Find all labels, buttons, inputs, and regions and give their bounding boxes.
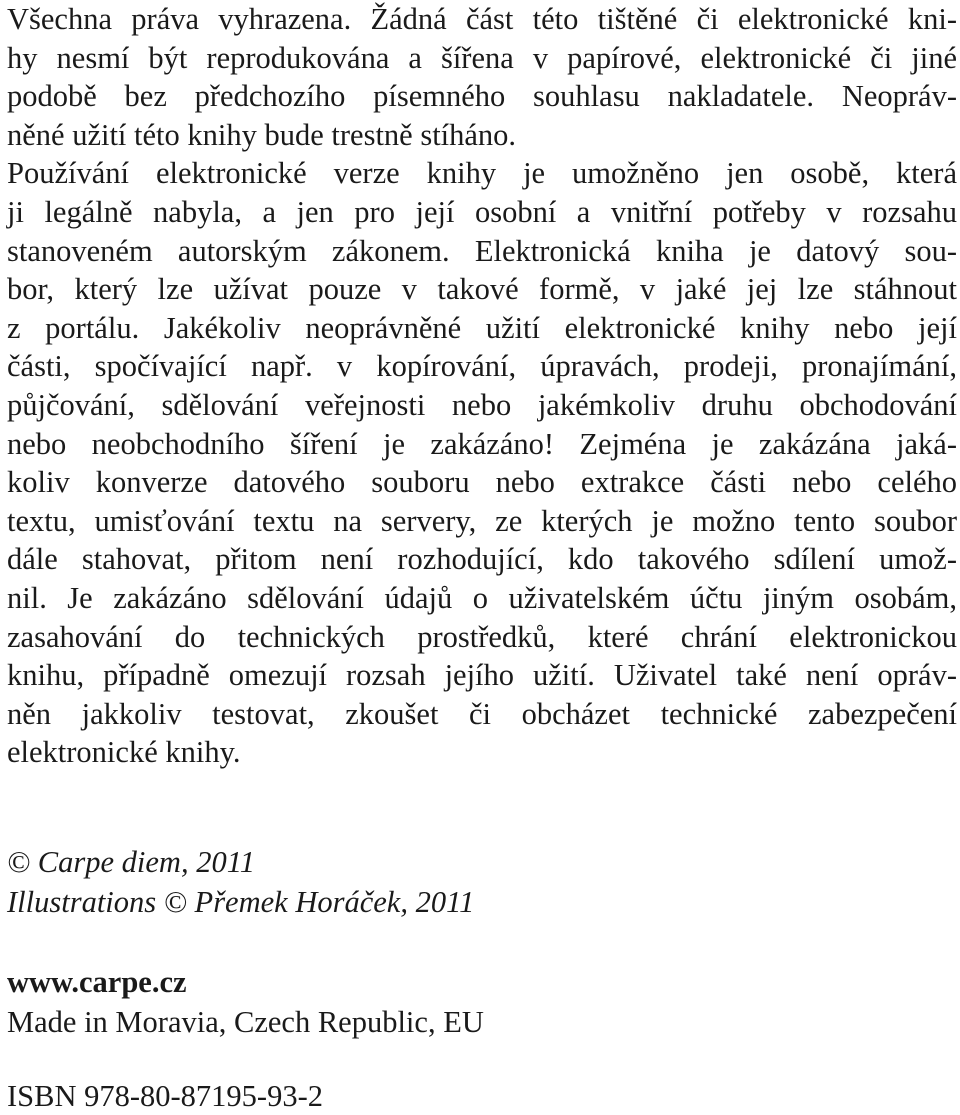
legal-line: Všechna práva vyhrazena. Žádná část této tištěné či elektronické kni- [7,2,957,36]
legal-line: textu, umisťování textu na servery, ze kterých je možno tento soubor [7,503,957,538]
copyright-block [7,842,957,922]
legal-line: části, spočívající např. v kopírování, úpravách, prodeji, pronajímání, [7,349,957,384]
legal-line: půjčování, sdělování veřejnosti nebo jakémkoliv druhu obchodování [7,387,957,422]
legal-line: podobě bez předchozího písemného souhlasu nakladatele. Neopráv- [7,79,957,114]
legal-line: něn jakkoliv testovat, zkoušet či obcházet technické zabezpečení [7,696,957,731]
legal-notice [7,0,957,772]
legal-line: knihu, případně omezují rozsah jejího užití. Uživatel také není opráv- [7,658,957,693]
legal-line: koliv konverze datového souboru nebo extrakce části nebo celého [7,465,957,500]
legal-line: hy nesmí být reprodukována a šířena v papírové, elektronické či jiné [7,40,957,75]
publisher-copyright: © Carpe diem, 2011 [7,845,255,879]
legal-line: něné užití této knihy bude trestně stíháno. [7,117,517,152]
illustrations-copyright: Illustrations © Přemek Horáček, 2011 [7,885,475,919]
made-in-line: Made in Moravia, Czech Republic, EU [7,1005,484,1039]
legal-line: ji legálně nabyla, a jen pro její osobní a vnitřní potřeby v rozsahu [7,194,957,229]
legal-line: bor, který lze užívat pouze v takové formě, v jaké jej lze stáhnout [7,272,957,307]
legal-line: stanoveném autorským zákonem. Elektronická kniha je datový sou- [7,233,957,268]
legal-line: zasahování do technických prostředků, které chrání elektronickou [7,619,957,654]
legal-line: nebo neobchodního šíření je zakázáno! Zejména je zakázána jaká- [7,426,957,461]
legal-line: z portálu. Jakékoliv neoprávněné užití elektronické knihy nebo její [7,310,957,345]
publisher-website-link[interactable]: www.carpe.cz [7,965,187,999]
publisher-info [7,962,957,1042]
legal-line: elektronické knihy. [7,735,241,770]
isbn: ISBN 978-80-87195-93-2 [7,1079,323,1113]
legal-line: nil. Je zakázáno sdělování údajů o uživatelském účtu jiným osobám, [7,580,957,615]
legal-line: dále stahovat, přitom není rozhodující, kdo takového sdílení umož- [7,542,957,577]
legal-line: Používání elektronické verze knihy je umožněno jen osobě, která [7,156,957,191]
